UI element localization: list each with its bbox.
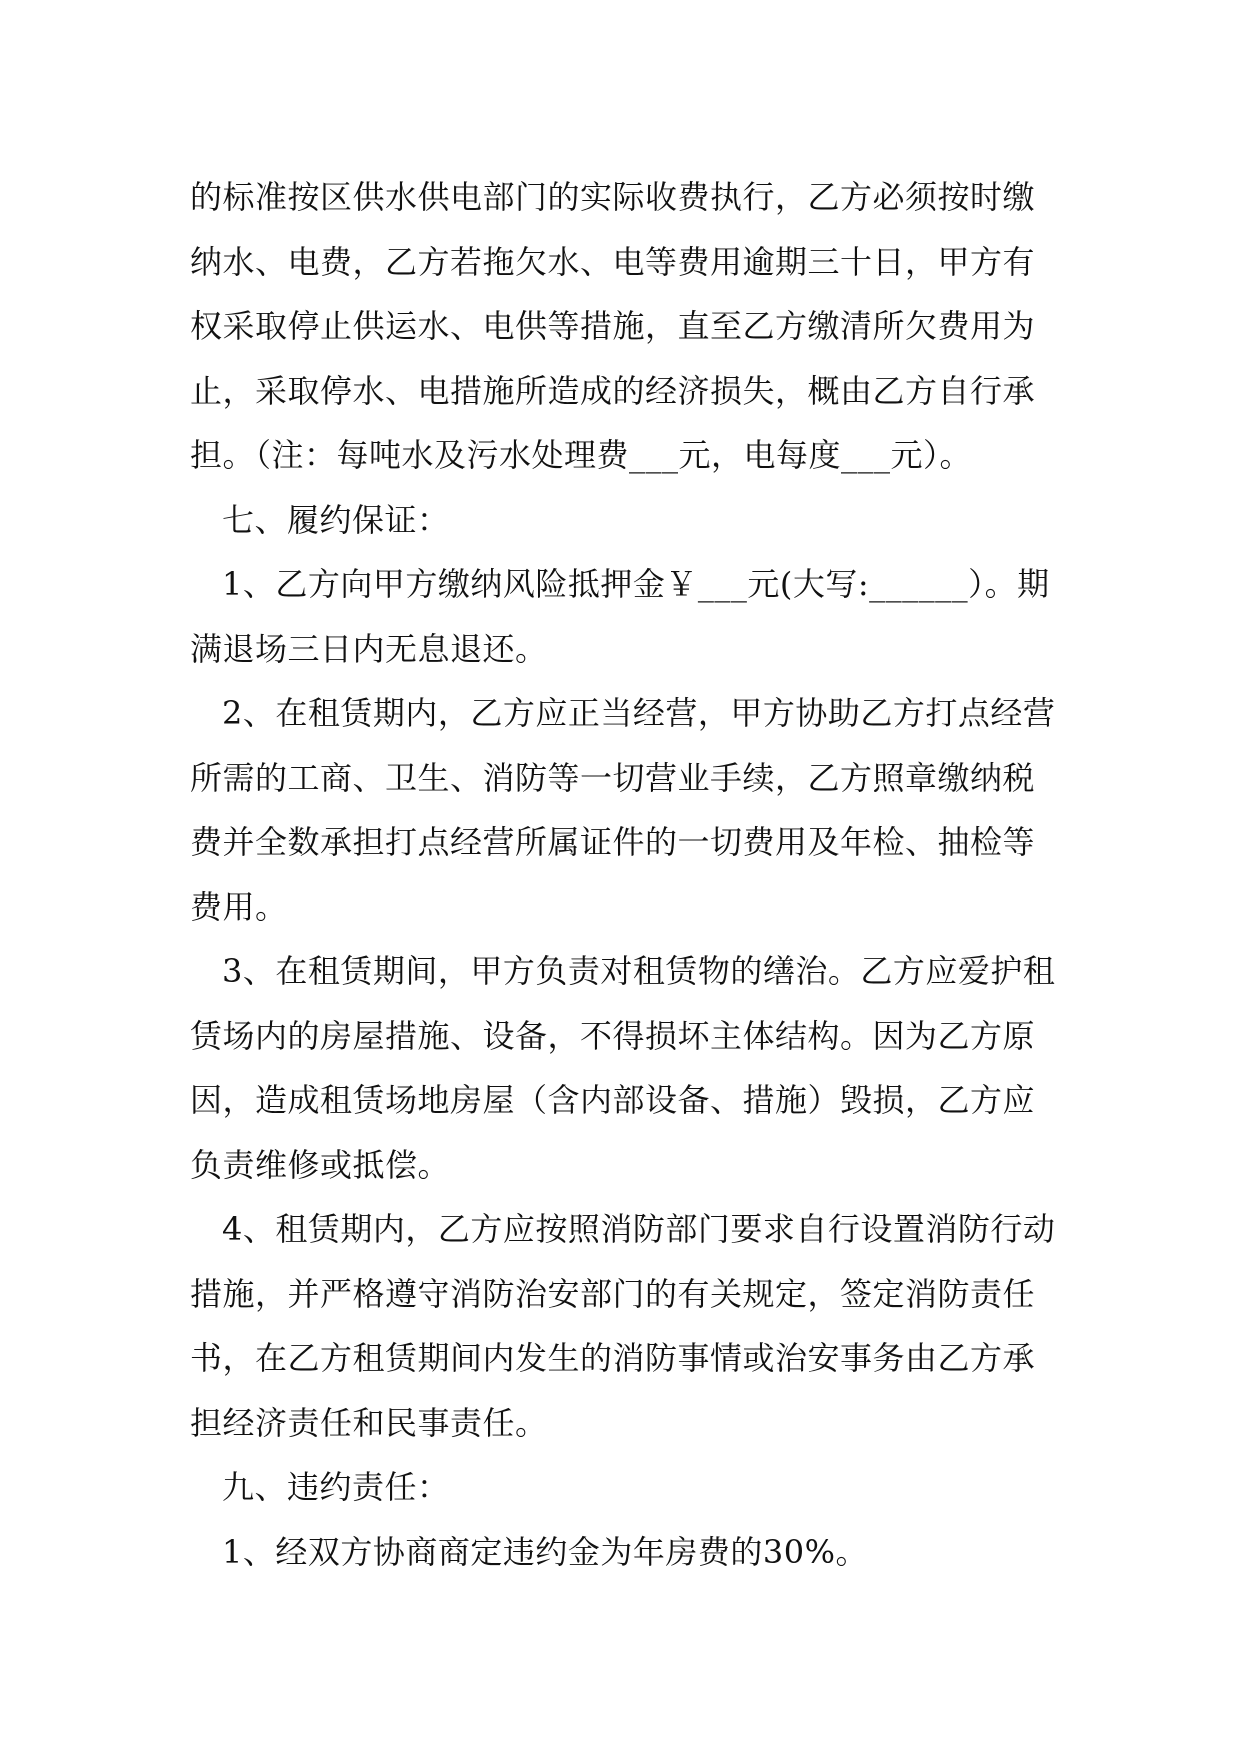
section-heading-breach-liability: 九、违约责任： <box>222 1468 450 1506</box>
paragraph-utility-fees: 的标准按区供水供电部门的实际收费执行，乙方必须按时缴纳水、电费，乙方若拖欠水、电等费用逾期三十日，甲方有权采取停止供运水、电供等措施，直至乙方缴清所欠费用为止，采取停水、电措施所造成的经济损失，概由乙方自行承担。（注：每吨水及污水处理费___元，电每度___元）。 <box>190 178 1036 474</box>
clause-deposit: 1、乙方向甲方缴纳风险抵押金￥___元(大写:______）。期满退场三日内无息退还。 <box>190 565 1050 668</box>
section-heading-performance-guarantee: 七、履约保证： <box>222 500 450 539</box>
clause-penalty: 1、经双方协商商定违约金为年房费的30%。 <box>222 1532 868 1571</box>
clause-business-licenses: 2、在租赁期内，乙方应正当经营，甲方协助乙方打点经营所需的工商、卫生、消防等一切营业手续，乙方照章缴纳税费并全数承担打点经营所属证件的一切费用及年检、抽检等费用。 <box>190 694 1056 926</box>
document-body <box>190 165 1060 1584</box>
clause-fire-safety: 4、租赁期内，乙方应按照消防部门要求自行设置消防行动措施，并严格遵守消防治安部门的有关规定，签定消防责任书，在乙方租赁期间内发生的消防事情或治安事务由乙方承担经济责任和民事责任。 <box>190 1210 1056 1442</box>
clause-repairs: 3、在租赁期间，甲方负责对租赁物的缮治。乙方应爱护租赁场内的房屋措施、设备，不得损坏主体结构。因为乙方原因，造成租赁场地房屋（含内部设备、措施）毁损，乙方应负责维修或抵偿。 <box>190 952 1056 1184</box>
